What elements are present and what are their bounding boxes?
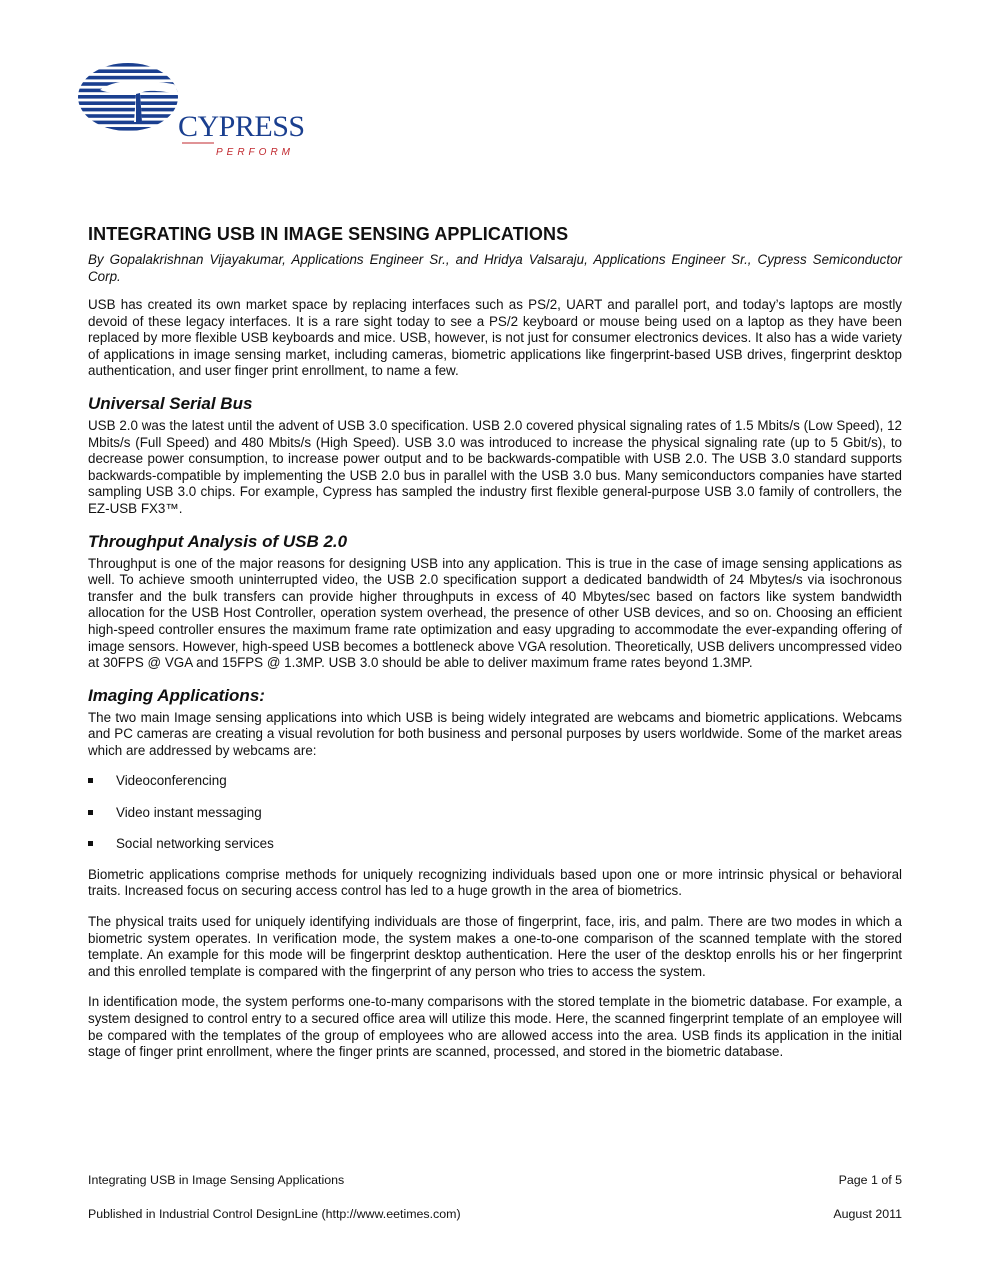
cypress-logo xyxy=(78,60,318,160)
brand-tagline: PERFORM xyxy=(216,147,294,158)
article xyxy=(88,224,902,1075)
imaging-paragraph: The two main Image sensing applications into which USB is being widely integrated are webcams and biometric applications. Webcams and PC cameras are creating a visual revolution for both business and personal purposes by users worldwide. Some of the market areas which are addressed by webcams are: xyxy=(88,709,902,758)
biometric-paragraph: Biometric applications comprise methods for uniquely recognizing individuals based upon one or more intrinsic physical or behavioral traits. Increased focus on securing access control has led to a huge growth in the area of biometrics. xyxy=(88,866,902,899)
footer-row-1 xyxy=(88,1173,902,1187)
footer-row-2 xyxy=(88,1207,902,1221)
globe-stripes xyxy=(78,63,178,131)
list-item: Videoconferencing xyxy=(88,773,902,790)
webcam-markets-list xyxy=(88,773,902,852)
footer-published: Published in Industrial Control DesignLine (http://www.eetimes.com) xyxy=(88,1207,461,1221)
page-title: INTEGRATING USB IN IMAGE SENSING APPLICATIONS xyxy=(88,224,569,244)
heading-usb: Universal Serial Bus xyxy=(88,393,253,413)
brand-name: CYPRESS xyxy=(178,110,305,143)
intro-paragraph: USB has created its own market space by replacing interfaces such as PS/2, UART and parallel port, and today’s laptops are mostly devoid of these legacy interfaces. It is a rare sight today to see a PS/2 keyboard or mouse being used on a laptop as they have been replaced by more flexible USB keyboards and mice. USB, however, is not just for consumer electronics devices. It also has a wide variety of applications in image sensing market, including cameras, biometric applications like fingerprint-based USB drives, fingerprint desktop authentication, and user finger print enrollment, to name a few. xyxy=(88,297,902,379)
heading-throughput: Throughput Analysis of USB 2.0 xyxy=(88,531,348,551)
throughput-paragraph: Throughput is one of the major reasons for designing USB into any application. This is true in the case of image sensing applications as well. To achieve smooth uninterrupted video, the USB 2.0 specification support a dedicated bandwidth of 24 Mbytes/s via isochronous transfer and the bulk transfers can provide higher throughputs in excess of 40 Mbytes/sec based on factors like system bandwidth allocation for the USB Host Controller, operation system overhead, the presence of other USB devices, and so on. Choosing an efficient high-speed controller ensures the maximum frame rate optimization and easy upgrading to accommodate the ever-expanding offering of image sensors. However, high-speed USB becomes a bottleneck above VGA resolution. Theoretically, USB delivers uncompressed video at 30FPS @ VGA and 15FPS @ 1.3MP. USB 3.0 should be able to deliver maximum frame rates beyond 1.3MP. xyxy=(88,555,902,671)
bullet-icon xyxy=(88,841,93,846)
list-item: Video instant messaging xyxy=(88,805,902,822)
footer-page-number: Page 1 of 5 xyxy=(838,1173,902,1187)
bullet-icon xyxy=(88,778,93,783)
footer-date: August 2011 xyxy=(833,1207,902,1221)
heading-imaging: Imaging Applications: xyxy=(88,685,265,705)
bullet-icon xyxy=(88,810,93,815)
usb-paragraph: USB 2.0 was the latest until the advent of USB 3.0 specification. USB 2.0 covered physical signaling rates of 1.5 Mbits/s (Low Speed), 12 Mbits/s (Full Speed) and 480 Mbits/s (High Speed). USB 3.0 was introduced to increase the physical signaling rate (up to 5 Gbit/s), to decrease power consumption, to increase power output and to be backwards-compatible with USB 2.0. The USB 3.0 standard supports backwards-compatible by implementing the USB 2.0 bus in parallel with the USB 3.0 bus. Many semiconductors companies have started sampling USB 3.0 chips. For example, Cypress has sampled the industry first flexible general-purpose USB 3.0 family of controllers, the EZ-USB FX3™. xyxy=(88,417,902,516)
byline: By Gopalakrishnan Vijayakumar, Applications Engineer Sr., and Hridya Valsaraju, Applications Engineer Sr., Cypress Semiconductor Corp. xyxy=(88,252,902,284)
physical-traits-paragraph: The physical traits used for uniquely identifying individuals are those of fingerprint, face, iris, and palm. There are two modes in which a biometric system operates. In verification mode, the system makes a one-to-one comparison of the scanned template with the stored template. An example for this mode will be fingerprint desktop authentication. Here the user of the desktop enrolls his or her fingerprint and this enrolled template is compared with the fingerprint of any person who tries to access the system. xyxy=(88,913,902,979)
identification-paragraph: In identification mode, the system performs one-to-many comparisons with the stored template in the biometric database. For example, a system designed to control entry to a secured office area will utilize this mode. Here, the scanned fingerprint template of an employee will be compared with the templates of the group of employees who are allowed access into the area. USB finds its application in the initial stage of finger print enrollment, where the finger prints are scanned, processed, and stored in the biometric database. xyxy=(88,994,902,1060)
list-item: Social networking services xyxy=(88,836,902,853)
footer-doc-title: Integrating USB in Image Sensing Applications xyxy=(88,1173,345,1187)
